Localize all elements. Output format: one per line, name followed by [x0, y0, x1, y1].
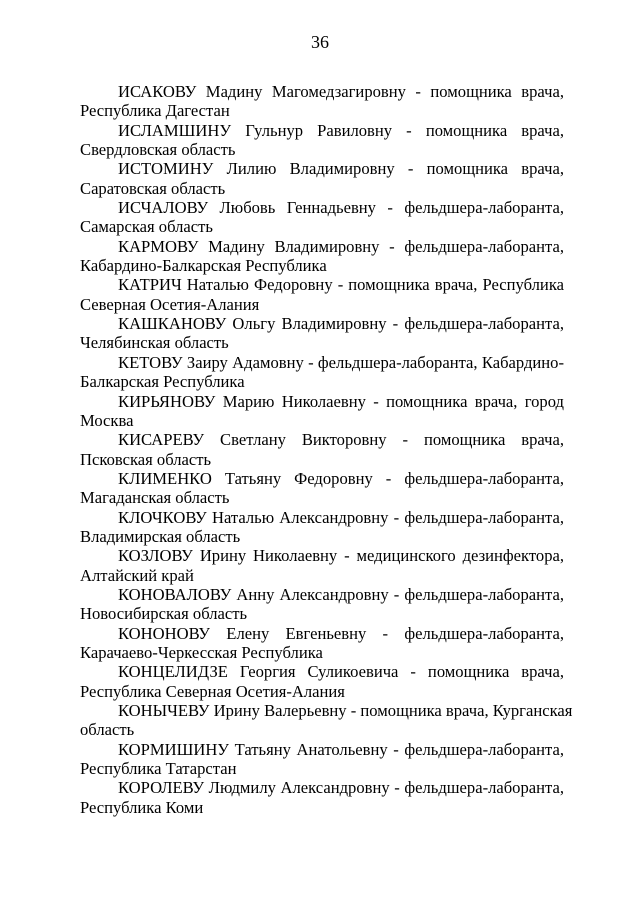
entry-line-2: Балкарская Республика [80, 372, 245, 392]
entry-line-2: Свердловская область [80, 140, 236, 160]
entry-line-1: КАШКАНОВУ Ольгу Владимировну - фельдшера-лаборанта, [118, 314, 564, 334]
entry-line-2: Владимирская область [80, 526, 241, 546]
entry-line-2: Самарская область [80, 217, 213, 237]
entry-line-1: КИРЬЯНОВУ Марию Николаевну - помощника врача, город [118, 391, 564, 411]
list-item [80, 701, 573, 740]
entry-line-1: КОНЫЧЕВУ Ирину Валерьевну - помощника врача, Курганская [118, 701, 573, 720]
list-item [80, 778, 564, 817]
list-item [80, 624, 564, 663]
entry-line-2: Республика Татарстан [80, 759, 237, 779]
list-item [80, 275, 564, 314]
entry-line-1: КИСАРЕВУ Светлану Викторовну - помощника врача, [118, 430, 564, 450]
entry-line-2: Москва [80, 410, 134, 430]
entry-line-2: Республика Северная Осетия-Алания [80, 681, 345, 701]
list-item [80, 121, 564, 160]
entry-line-1: ИСТОМИНУ Лилию Владимировну - помощника врача, [118, 159, 564, 179]
list-item [80, 662, 564, 701]
entry-line-1: КЛОЧКОВУ Наталью Александровну - фельдшера-лаборанта, [118, 507, 564, 527]
entry-line-1: КОНОВАЛОВУ Анну Александровну - фельдшера-лаборанта, [118, 584, 564, 604]
entry-line-2: Алтайский край [80, 565, 194, 585]
entry-line-1: ИСЧАЛОВУ Любовь Геннадьевну - фельдшера-лаборанта, [118, 198, 564, 218]
entry-line-1: КЕТОВУ Заиру Адамовну - фельдшера-лаборанта, Кабардино- [118, 352, 564, 372]
entry-line-1: КЛИМЕНКО Татьяну Федоровну - фельдшера-лаборанта, [118, 468, 564, 488]
entries-list [80, 82, 573, 817]
list-item [80, 508, 564, 547]
entry-line-1: КОНОНОВУ Елену Евгеньевну - фельдшера-лаборанта, [118, 623, 564, 643]
entry-line-1: КАТРИЧ Наталью Федоровну - помощника врача, Республика [118, 275, 564, 295]
entry-line-1: КОНЦЕЛИДЗЕ Георгия Суликоевича - помощника врача, [118, 662, 564, 682]
entry-line-2: Новосибирская область [80, 604, 248, 624]
entry-line-2: Псковская область [80, 449, 212, 469]
list-item [80, 469, 564, 508]
entry-line-1: КОРОЛЕВУ Людмилу Александровну - фельдшера-лаборанта, [118, 778, 564, 798]
list-item [80, 585, 564, 624]
list-item [80, 237, 564, 276]
list-item [80, 314, 564, 353]
list-item [80, 740, 564, 779]
entry-line-2: область [80, 720, 135, 740]
page-number: 36 [311, 32, 329, 52]
list-item [80, 198, 564, 237]
entry-line-2: Северная Осетия-Алания [80, 294, 260, 314]
entry-line-2: Кабардино-Балкарская Республика [80, 256, 327, 276]
entry-line-1: КОРМИШИНУ Татьяну Анатольевну - фельдшера-лаборанта, [118, 739, 564, 759]
list-item [80, 159, 564, 198]
entry-line-2: Челябинская область [80, 333, 229, 353]
entry-line-2: Республика Коми [80, 797, 204, 817]
list-item [80, 353, 564, 392]
list-item [80, 392, 564, 431]
entry-line-2: Республика Дагестан [80, 101, 230, 121]
entry-line-1: КАРМОВУ Мадину Владимировну - фельдшера-лаборанта, [118, 236, 564, 256]
list-item [80, 82, 564, 121]
list-item [80, 546, 564, 585]
list-item [80, 430, 564, 469]
entry-line-2: Карачаево-Черкесская Республика [80, 642, 323, 662]
entry-line-1: ИСАКОВУ Мадину Магомедзагировну - помощника врача, [118, 82, 564, 101]
entry-line-2: Саратовская область [80, 178, 226, 198]
entry-line-1: КОЗЛОВУ Ирину Николаевну - медицинского дезинфектора, [118, 546, 564, 566]
entry-line-1: ИСЛАМШИНУ Гульнур Равиловну - помощника врача, [118, 120, 564, 140]
entry-line-2: Магаданская область [80, 488, 230, 508]
